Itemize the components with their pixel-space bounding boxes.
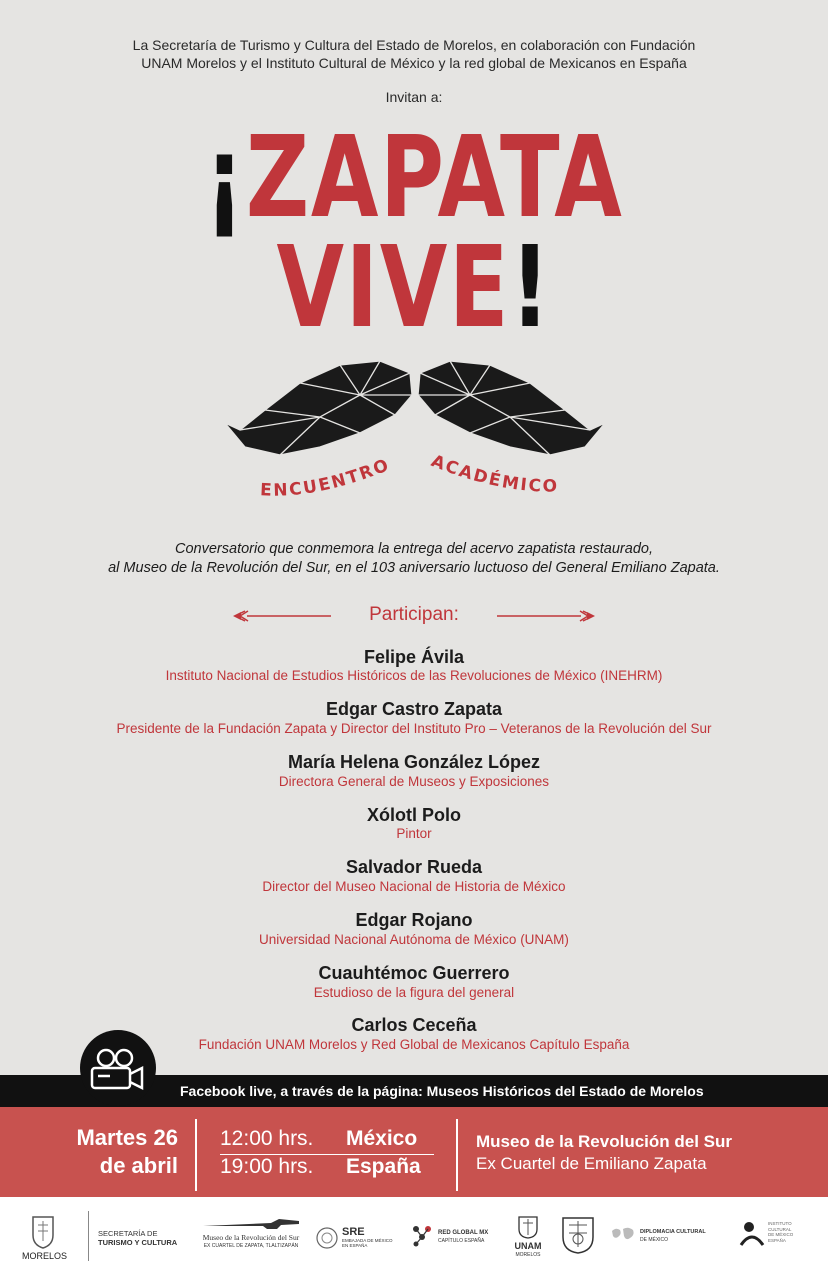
diplomacia-line-1: DIPLOMACIA CULTURAL <box>640 1229 706 1235</box>
intro-text <box>0 36 828 72</box>
intro-line-2: UNAM Morelos y el Instituto Cultural de México y la red global de Mexicanos en España <box>141 55 687 71</box>
museo-line-1: Museo de la Revolución del Sur <box>202 1233 300 1242</box>
participant-name: Felipe Ávila <box>363 647 465 667</box>
participant-role: Fundación UNAM Morelos y Red Global de Mexicanos Capítulo España <box>198 1037 630 1052</box>
arrow-ornament-right-icon <box>497 609 595 623</box>
title-zapata: ZAPATA <box>245 113 624 243</box>
time-row-espana <box>220 1153 434 1181</box>
morelos-logo <box>22 1215 68 1261</box>
icm-line-1: INSTITUTO <box>768 1221 792 1226</box>
secretaria-logo <box>98 1229 177 1247</box>
svg-text:ENCUENTRO <box>260 455 393 501</box>
red-global-icon <box>410 1223 434 1247</box>
sponsor-logos-footer <box>0 1197 828 1280</box>
country-mexico: México <box>346 1127 418 1150</box>
unam-morelos-logo <box>508 1215 548 1259</box>
morelos-shield-icon <box>30 1215 56 1249</box>
facebook-live-text: Facebook live, a través de la página: Museos Históricos del Estado de Morelos <box>180 1083 704 1099</box>
description-line-2: al Museo de la Revolución del Sur, en el 103 aniversario luctuoso del General Emiliano Zapata. <box>108 560 720 576</box>
camera-badge <box>80 1030 156 1106</box>
secretaria-line-2: TURISMO Y CULTURA <box>98 1238 178 1247</box>
title-line-1 <box>91 113 737 243</box>
unam-crest-icon <box>517 1215 539 1239</box>
rifle-icon <box>201 1217 301 1231</box>
participant-name: Cuauhtémoc Guerrero <box>318 963 510 983</box>
close-exclamation: ! <box>510 223 552 353</box>
sre-line-3: EN ESPAÑA <box>342 1243 368 1248</box>
participant-name: Carlos Ceceña <box>351 1015 477 1035</box>
title-line-2 <box>91 223 737 353</box>
instituto-cultural-icon <box>738 1219 766 1249</box>
event-details-band <box>0 1107 828 1197</box>
time-mexico: 12:00 hrs. <box>220 1127 314 1150</box>
participant-role: Presidente de la Fundación Zapata y Director del Instituto Pro – Veteranos de la Revolución del Sur <box>116 721 712 736</box>
time-row-mexico <box>220 1125 434 1153</box>
participant-role: Pintor <box>396 826 432 841</box>
sre-line-2: EMBAJADA DE MÉXICO <box>342 1238 393 1243</box>
museo-logo <box>200 1217 302 1250</box>
time-espana: 19:00 hrs. <box>220 1155 314 1178</box>
event-venue <box>476 1131 732 1175</box>
icm-line-3: DE MÉXICO <box>768 1232 794 1237</box>
participants-heading: Participan: <box>369 604 459 625</box>
event-description <box>0 540 828 578</box>
participant-name: Salvador Rueda <box>345 857 483 877</box>
intro-line-1: La Secretaría de Turismo y Cultura del Estado de Morelos, en colaboración con Fundación <box>132 37 696 53</box>
red-global-line-2: CAPÍTULO ESPAÑA <box>438 1238 485 1244</box>
sre-line-1: SRE <box>342 1226 365 1238</box>
open-exclamation: ¡ <box>204 113 246 243</box>
participant-name: Xólotl Polo <box>367 805 461 825</box>
world-map-icon <box>610 1225 636 1245</box>
arc-academico: ACADÉMICO <box>428 451 560 497</box>
description-line-1: Conversatorio que conmemora la entrega del acervo zapatista restaurado, <box>175 541 653 557</box>
participants-header <box>0 603 828 629</box>
unam-shield-icon <box>560 1215 596 1255</box>
participant-role: Instituto Nacional de Estudios Históricos de las Revoluciones de México (INEHRM) <box>165 668 663 683</box>
video-camera-icon <box>80 1030 156 1106</box>
participant-role: Directora General de Museos y Exposiciones <box>278 774 550 789</box>
date-line-2: de abril <box>99 1153 178 1178</box>
unam-line-2: MORELOS <box>515 1252 541 1258</box>
participant-name: María Helena González López <box>287 752 541 772</box>
diplomacia-line-2: DE MÉXICO <box>640 1237 669 1243</box>
title-vive: VIVE <box>276 223 511 353</box>
museo-line-2: EX CUARTEL DE ZAPATA, TLALTIZAPÁN <box>203 1243 299 1249</box>
invitan-text: Invitan a: <box>385 89 443 105</box>
participant-role: Estudioso de la figura del general <box>313 985 515 1000</box>
date-line-1: Martes 26 <box>76 1125 178 1150</box>
morelos-label: MORELOS <box>22 1251 68 1261</box>
secretaria-line-1: SECRETARÍA DE <box>98 1229 158 1238</box>
venue-name: Museo de la Revolución del Sur <box>476 1132 732 1151</box>
arc-encuentro: ENCUENTRO <box>259 454 394 501</box>
red-global-line-1: RED GLOBAL MX <box>438 1230 489 1236</box>
participant-name: Edgar Rojano <box>355 910 473 930</box>
country-espana: España <box>346 1155 421 1178</box>
svg-text:ACADÉMICO <box>428 451 559 496</box>
venue-subtitle: Ex Cuartel de Emiliano Zapata <box>476 1154 707 1173</box>
icm-line-4: ESPAÑA <box>768 1237 786 1243</box>
icm-line-2: CULTURAL <box>768 1226 792 1232</box>
encuentro-academico-arc <box>200 440 630 530</box>
sre-seal-icon <box>316 1227 338 1249</box>
participant-name: Edgar Castro Zapata <box>325 699 503 719</box>
divider-right <box>456 1119 458 1191</box>
participant-role: Director del Museo Nacional de Historia de México <box>262 879 566 894</box>
participant-role: Universidad Nacional Autónoma de México (UNAM) <box>259 932 569 947</box>
unam-line-1: UNAM <box>514 1241 542 1251</box>
event-date <box>76 1124 178 1180</box>
event-times <box>220 1125 434 1181</box>
divider-left <box>195 1119 197 1191</box>
footer-divider <box>88 1211 89 1261</box>
